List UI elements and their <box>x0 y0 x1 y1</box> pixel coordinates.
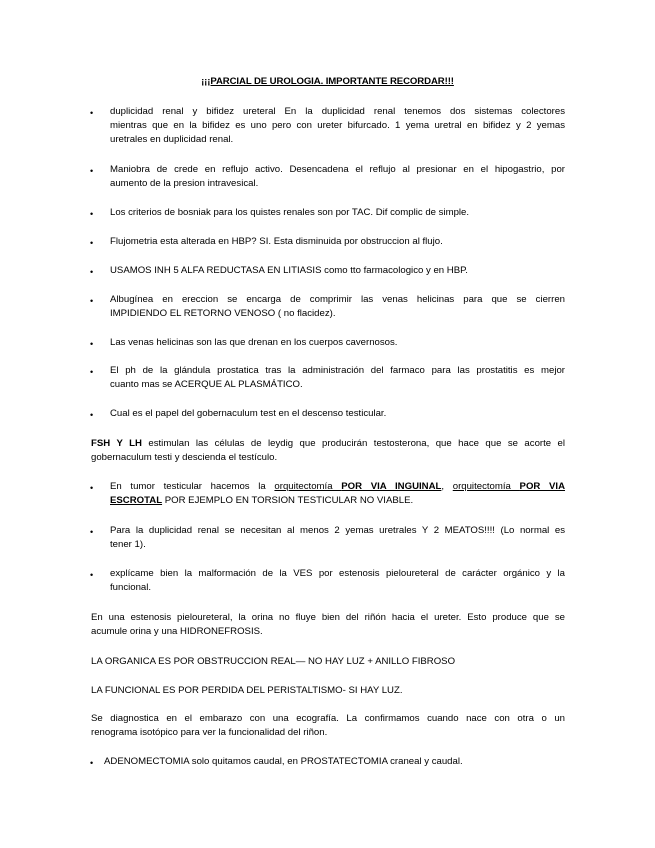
list-item-line: cuanto mas se ACERQUE AL PLASMÁTICO. <box>110 379 303 390</box>
underlined-text: orquitectomía <box>452 481 520 492</box>
list-item <box>110 163 565 191</box>
text-run: , <box>441 481 453 492</box>
paragraph-line: gobernaculum testi y descienda el testículo. <box>91 452 278 463</box>
list-item-line: Para la duplicidad renal se necesitan al menos 2 yemas uretrales Y 2 MEATOS!!!! (Lo normal es <box>110 525 565 536</box>
list-item-line: aumento de la presion intravesical. <box>110 178 259 189</box>
bullet-marker: • <box>90 209 94 219</box>
bullet-marker: • <box>90 296 94 306</box>
paragraph <box>91 655 565 669</box>
bold-text: POR VIA <box>519 481 566 492</box>
bullet-marker: • <box>90 483 94 493</box>
list-item-line: Maniobra de crede en reflujo activo. Desencadena el reflujo al presionar en el hipogastrio, por <box>110 164 565 175</box>
paragraph <box>91 611 565 639</box>
bullet-marker: • <box>90 108 94 118</box>
list-item-line: USAMOS INH 5 ALFA REDUCTASA EN LITIASIS como tto farmacologico y en HBP. <box>110 265 468 276</box>
bold-lead: FSH Y LH <box>91 438 142 449</box>
bullet-marker: • <box>90 758 94 768</box>
paragraph-line: LA ORGANICA ES POR OBSTRUCCION REAL— NO HAY LUZ + ANILLO FIBROSO <box>91 656 456 667</box>
list-item-line: tener 1). <box>110 539 146 550</box>
paragraph <box>91 712 565 740</box>
paragraph-line: LA FUNCIONAL ES POR PERDIDA DEL PERISTALTISMO- SI HAY LUZ. <box>91 685 403 696</box>
list-item <box>110 105 565 147</box>
bold-text: ESCROTAL <box>110 495 163 506</box>
bullet-marker: • <box>90 238 94 248</box>
list-item <box>110 206 565 220</box>
list-item <box>110 567 565 595</box>
list-item-line: uretrales en duplicidad renal. <box>110 134 234 145</box>
list-item-line: explícame bien la malformación de la VES por estenosis pieloureteral de carácter orgánico y la <box>110 568 565 579</box>
list-item-line <box>110 494 565 508</box>
list-item <box>110 336 565 350</box>
paragraph-line: renograma isotópico para ver la funcionalidad del riñon. <box>91 727 328 738</box>
list-item-line: Albugínea en ereccion se encarga de comprimir las venas helicinas para que se cierren <box>110 294 565 305</box>
list-item-line: Las venas helicinas son las que drenan en los cuerpos cavernosos. <box>110 337 398 348</box>
bullet-marker: • <box>90 267 94 277</box>
bullet-marker: • <box>90 570 94 580</box>
list-item-line: ADENOMECTOMIA solo quitamos caudal, en PROSTATECTOMIA craneal y caudal. <box>104 756 463 767</box>
list-item-line: mientras que en la bifidez es uno pero con ureter bifurcado. 1 yema uretral en bifidez y 2 yemas <box>110 120 565 131</box>
paragraph-line: En una estenosis pieloureteral, la orina no fluye bien del riñón hacia el ureter. Esto produce que se <box>91 612 565 623</box>
list-item-line <box>110 480 565 494</box>
list-item-line: Cual es el papel del gobernaculum test en el descenso testicular. <box>110 408 387 419</box>
underlined-text <box>341 481 441 492</box>
bullet-marker: • <box>90 410 94 420</box>
list-item-line: El ph de la glándula prostatica tras la administración del farmaco para las prostatitis es mejor <box>110 365 565 376</box>
list-item <box>110 235 565 249</box>
paragraph-line: Se diagnostica en el embarazo con una ecografía. La confirmamos cuando nace con otra o un <box>91 713 565 724</box>
bullet-marker: • <box>90 367 94 377</box>
text-run: POR EJEMPLO EN TORSION TESTICULAR NO VIABLE. <box>162 495 414 506</box>
paragraph-text: estimulan las células de leydig que producirán testosterona, que hace que se acorte el <box>141 438 566 449</box>
list-item-line: Flujometria esta alterada en HBP? SI. Esta disminuida por obstruccion al flujo. <box>110 236 443 247</box>
paragraph <box>91 684 565 698</box>
underlined-text: orquitectomía <box>274 481 342 492</box>
paragraph-fsh <box>91 437 565 465</box>
bullet-marker: • <box>90 339 94 349</box>
paragraph-line: acumule orina y una HIDRONEFROSIS. <box>91 626 263 637</box>
list-item <box>110 293 565 321</box>
list-item-line: funcional. <box>110 582 152 593</box>
list-item-line: IMPIDIENDO EL RETORNO VENOSO ( no flacidez). <box>110 308 336 319</box>
bullet-marker: • <box>90 166 94 176</box>
document-title: ¡¡¡PARCIAL DE UROLOGIA. IMPORTANTE RECORDAR!!! <box>201 76 454 87</box>
list-item <box>110 264 565 278</box>
list-item <box>110 407 565 421</box>
list-item-line: Los criterios de bosniak para los quistes renales son por TAC. Dif complic de simple. <box>110 207 470 218</box>
underlined-text <box>110 495 162 506</box>
list-item <box>110 480 565 508</box>
paragraph-line <box>91 437 565 451</box>
text-run: En tumor testicular hacemos la <box>110 481 275 492</box>
list-item <box>104 755 559 769</box>
list-item <box>110 364 565 392</box>
bold-text: POR VIA INGUINAL <box>341 481 442 492</box>
list-item <box>110 524 565 552</box>
bullet-marker: • <box>90 527 94 537</box>
list-item-line: duplicidad renal y bifidez ureteral En la duplicidad renal tenemos dos sistemas colectores <box>110 106 565 117</box>
underlined-text <box>520 481 565 492</box>
